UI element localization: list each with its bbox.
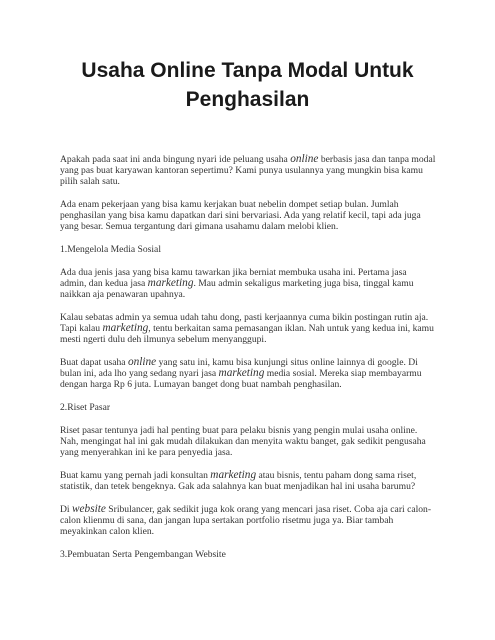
title-line-1: Usaha Online Tanpa Modal Untuk (81, 59, 414, 82)
social-media-paragraph-3: Buat dapat usaha online yang satu ini, kamu bisa kunjungi situs online lainnya di google. Di bulan ini, ada lho yang sedang nyari jasa marketing media sosial. Mereka siap membayarmu dengan harga Rp 6 juta. Lumayan banget dong buat nambah penghasilan. (60, 356, 422, 390)
article-body (60, 154, 455, 572)
title-line-2: Penghasilan (185, 88, 310, 111)
social-media-paragraph-2: Kalau sebatas admin ya semua udah tahu dong, pasti kerjaannya cuma bikin postingan rutin aja. Tapi kalau marketing, tentu berkaitan sama pemasangan iklan. Nah untuk yang kedua ini, kamu mesti ngerti dulu deh ilmunya sebelum menyanggupi. (60, 312, 434, 345)
document-title (60, 56, 435, 114)
social-media-paragraph-1: Ada dua jenis jasa yang bisa kamu tawarkan jika berniat membuka usaha ini. Pertama jasa admin, dan kedua jasa marketing. Mau admin sekaligus marketing juga bisa, tinggal kamu naikkan aja penawaran upahnya. (60, 267, 414, 300)
section-heading-2: 2.Riset Pasar (60, 402, 111, 413)
section-heading-3: 3.Pembuatan Serta Pengembangan Website (60, 549, 226, 560)
market-research-paragraph-2: Buat kamu yang pernah jadi konsultan marketing atau bisnis, tentu paham dong sama riset, statistik, dan tetek bengeknya. Gak ada salahnya kan buat menjadikan hal ini usaha barumu? (60, 469, 417, 492)
intro-paragraph: Apakah pada saat ini anda bingung nyari ide peluang usaha online berbasis jasa dan tanpa modal yang pas buat karyawan kantoran sepertimu? Kami punya usulannya yang mungkin bisa kamu pilih salah satu. (60, 153, 436, 187)
market-research-paragraph-3: Di website Sribulancer, gak sedikit juga kok orang yang mencari jasa riset. Coba aja cari calon- calon klienmu di sana, dan jangan lupa sertakan portfolio risetmu juga ya. Biar tambah meyakinkan calon klien. (60, 503, 432, 537)
market-research-paragraph-1: Riset pasar tentunya jadi hal penting buat para pelaku bisnis yang pengin mulai usaha online. Nah, mengingat hal ini gak mudah dilakukan dan menyita waktu banget, gak sedikit pengusaha yang menyerahkan ini ke para penyedia jasa. (60, 425, 426, 458)
overview-paragraph: Ada enam pekerjaan yang bisa kamu kerjakan buat nebelin dompet setiap bulan. Jumlah penghasilan yang bisa kamu dapatkan dari sini bervariasi. Ada yang relatif kecil, tapi ada juga yang besar. Semua tergantung dari gimana usahamu dalam melobi klien. (60, 199, 421, 232)
section-heading-1: 1.Mengelola Media Sosial (60, 244, 161, 255)
